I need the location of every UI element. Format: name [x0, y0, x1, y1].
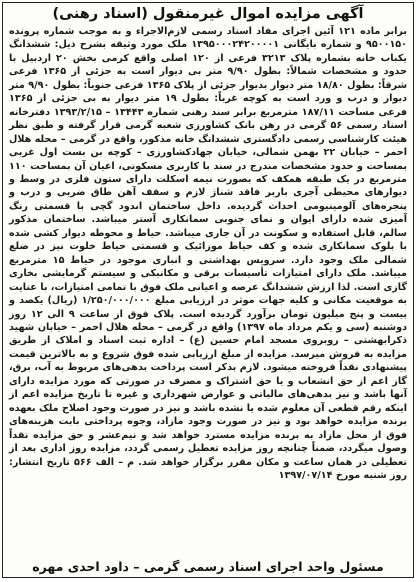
notice-body: برابر ماده ۱۲۱ آئین اجرای مفاد اسناد رسمی لازم‌الاجراء و به موجب شماره پرونده ۹۵۰۰۱۵۰ و شماره بایگانی ۱۳۹۵۰۰۰۲۴۲۰۰۰۰۱ ملک مورد وثیقه بشرح ذیل: ششدانگ یکباب خانه بشماره پلاک ۳۲۱۳ فرعی از ۱۲۰ اصلی واقع کرمی بخش ۲۰ اردبیل با حدود و مشخصات شمالاً: بطول ۹/۹۰ متر بی دیوار است به جزئی از ۱۳۶۵ فرعی شرقاً: بطول ۱۸/۸۰ متر دیوار بدیوار جزئی از پلاک ۱۳۶۵ فرعی جنوباً: بطول ۹/۹۰ متر دیوار و درب و ورد است به کوچه غرباً: بطول ۱۹ متر دیوار به بی جزئی از ۱۳۶۵ فرعی مساحت ۱۸۷/۱۱ مترمربع برابر سند رهنی شماره ۱۳۴۴۳ – ۱۳۹۳/۲/۱۵ دفترخانه اسناد رسمی ۵۶ گرمی در رهن بانک کشاورزی شعبه گرمی قرار گرفته و طبق نظر هیئت کارشناسی رسمی دادگستری ششدانگ خانه مذکور، واقع در گرمی – محله هلال احمر – خیابان ۲۲ بهمن شمالی، خیابان جهادکشاورزی – کوچه بن بست اول غربی بمساحت و حدود مشخصات مندرج در سند با کاربری مسکونی، اعیان آن بمساحت ۱۱۰ مترمربع در یک طبقه همکف که بصورت نیمه اسکلت دارای ستون فلزی در وسط و دیوارهای محیطی آجری باربر فاقد شناژ لازم و سقف آهن طاق ضربی و درب و پنجره‌های آلومینیومی احداث گردیده. داخل ساختمان اندود گچی با قسمتی رنگ آمیزی شده دارای ایوان و نمای جنوبی سمانکاری آستر میباشد. ساختمان مذکور سالم، قابل استفاده و سکونت در آن جاری میباشد. حیاط و محوطه دیوار کشی شده با بلوک سمانکاری شده و کف حیاط موزائیک و قسمتی حیاط خلوت نیز در ضلع شمالی ملک وجود دارد. سرویس بهداشتی و انباری موجود در حیاط ۱۵ مترمربع میباشد. ملک دارای امتیازات تأسیسات برقی و مکانیکی و سیستم گرمایشی بخاری گازی است. لذا ارزش ششدانگ عرصه و اعیانی ملک فوق با تمامی امتیازات، با عنایت به موقعیت مکانی و کلیه جهات موثر در ارزیابی مبلغ ۱/۲۵۰/۰۰۰/۰۰۰ (ریال) یکصد و بیست و پنج میلیون تومان برآورد گردیده است. پلاک فوق از ساعت ۹ الی ۱۲ روز دوشنبه (سی و یکم مرداد ماه ۱۳۹۷) واقع در گرمی – محله هلال احمر – خیابان شهید ذکرابهشتی – روبروی مسجد امام حسین (ع) – اداره ثبت اسناد و املاک از طریق مزایده به فروش میرسد. مزایده از مبلغ ارزیابی شده فوق شروع و به بالاترین قیمت پیشنهادی نقداً فروخته میشود. لازم بذکر است پرداخت بدهی‌های مربوط به آب، برق، گاز اعم از حق انشعاب و یا حق اشتراک و مصرف در صورتی که مورد مزایده دارای آنها باشد و نیز بدهی‌های مالیاتی و عوارض شهرداری و غیره تا تاریخ مزایده اعم از اینکه رقم قطعی آن معلوم شده یا نشده باشد و نیز در صورت وجود اصلاح ملک بعهده برنده مزایده خواهد بود و نیز در صورت وجود مازاد، وجوه پرداختی بابت هزینه‌های فوق از محل مازاد به برنده مزایده مسترد خواهد شد و نیم‌عشر و حق مزایده نقداً وصول میگردد، ضمناً چنانچه روز مزایده تعطیل رسمی گردد، مزایده روز اداری بعد از تعطیلی در همان ساعت و مکان مقرر برگزار خواهد شد. م – الف ۵۶۶ تاریخ انتشار: روز شنبه مورخ ۱۳۹۷/۰۷/۱۴	[9, 26, 408, 481]
notice-signature: مسئول واحد اجرای اسناد رسمی گرمی – داود احدی مهره	[32, 559, 384, 574]
auction-notice	[2, 2, 414, 578]
notice-title: آگهی مزایده اموال غیرمنقول (اسناد رهنی)	[52, 6, 364, 22]
